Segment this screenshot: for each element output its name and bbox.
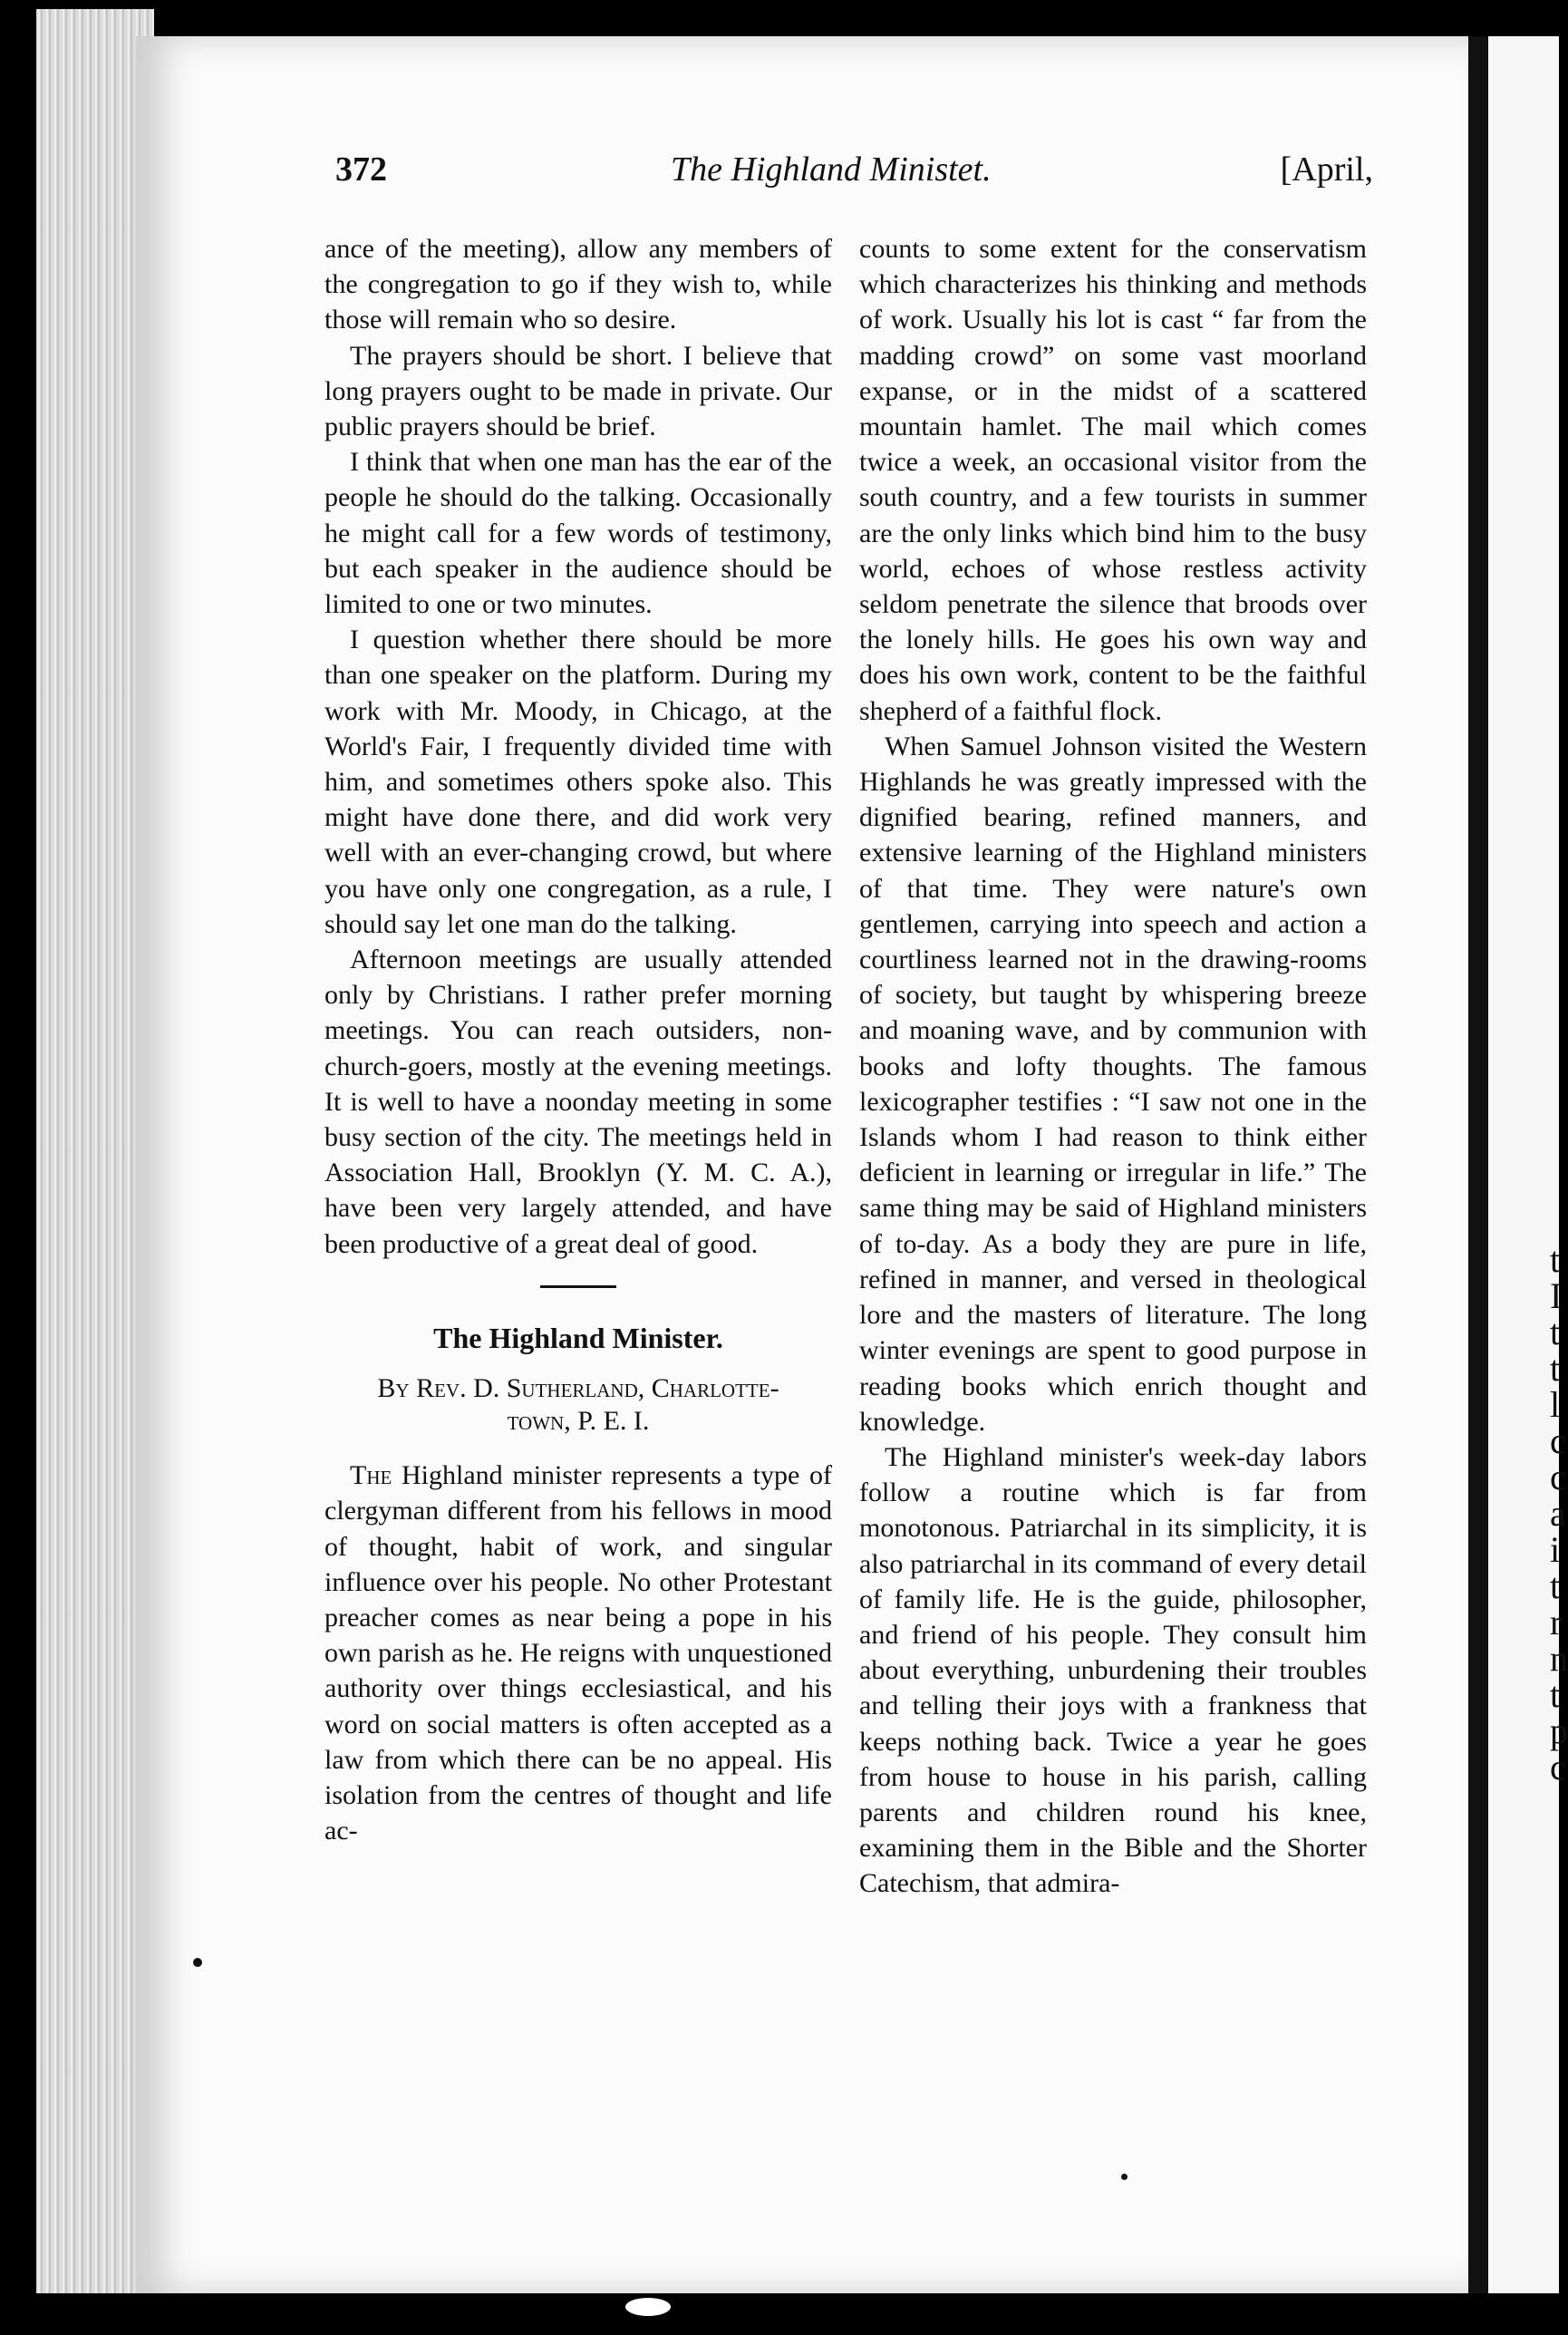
byline-line: By Rev. D. Sutherland, Charlotte- (377, 1373, 779, 1404)
byline-line: town, P. E. I. (507, 1406, 650, 1437)
left-column (324, 231, 832, 1848)
paragraph: When Samuel Johnson visited the Western Highlands he was greatly impressed with the dignified bearing, refined manners, and extensive learning of the Highland ministers of that time. They were nature's own gentlemen, carrying into speech and action a courtliness learned not in the drawing-rooms of society, but taught by whispering breeze and moaning wave, and by communion with books and lofty thoughts. The famous lexicographer testifies : “I saw not one in the Islands whom I had reason to think either deficient in learning or irregular in life.” The same thing may be said of Highland ministers of to-day. As a body they are pure in life, refined in manner, and versed in theological lore and the masters of literature. The long winter evenings are spent to good purpose in reading books which enrich thought and knowledge. (859, 731, 1367, 1437)
paragraph: ance of the meeting), allow any members of the congregation to go if they wish to, while those will remain who so desire. (324, 234, 832, 335)
scan-blot (625, 2298, 671, 2316)
running-month: [April, (1280, 150, 1373, 189)
running-title: The Highland Ministet. (671, 150, 992, 189)
paragraph-text: Highland minister represents a type of clergyman different from his fellows in mood of thought, habit of work, and singular influence over his people. No other Protestant preacher comes as near being a pope in his own parish as he. He reigns with unquestioned authority over things ecclesiastical, and his word on social matters is often accepted as a law from which there can be no appeal. His isolation from the centres of thought and life ac- (324, 1460, 832, 1846)
paragraph: The prayers should be short. I believe that long prayers ought to be made in private. Our public prayers should be brief. (324, 340, 832, 442)
paragraph: Afternoon meetings are usually attended only by Christians. I rather prefer morning meetings. You can reach outsiders, non-church-goers, mostly at the evening meetings. It is well to have a noonday meeting in some busy section of the city. The meetings held in Association Hall, Brooklyn (Y. M. C. A.), have been very largely attended, and have been productive of a great deal of good. (324, 945, 832, 1259)
paragraph (324, 1458, 832, 1848)
facing-page-fragment: t I t t l c c a i t r n t p c (1550, 1239, 1568, 1788)
paragraph: counts to some extent for the conservatism which characterizes his thinking and methods of work. Usually his lot is cast “ far from the madding crowd” on some vast moorland expanse, or in the midst of a scattered mountain hamlet. The mail which comes twice a week, an occasional visitor from the south country, and a few tourists in summer are the only links which bind him to the busy world, echoes of whose restless activity seldom penetrate the silence that broods over the lonely hills. He goes his own way and does his own work, content to be the faithful shepherd of a faithful flock. (859, 234, 1367, 726)
paragraph: I question whether there should be more than one speaker on the platform. During my work with Mr. Moody, in Chicago, at the World's Fair, I frequently divided time with him, and sometimes others spoke also. This might have done there, and did work very well with an ever-changing crowd, but where you have only one congregation, as a rule, I should say let one man do the talking. (324, 625, 832, 939)
print-speck (193, 1958, 202, 1967)
gutter-shadow (1468, 36, 1488, 2293)
section-divider (540, 1285, 616, 1288)
paragraph: I think that when one man has the ear of the people he should do the talking. Occasionally he might call for a few words of testimony, but each speaker in the audience should be limited to one or two minutes. (324, 447, 832, 620)
article-title: The Highland Minister. (433, 1321, 723, 1354)
paragraph: The Highland minister's week-day labors follow a routine which is far from monotonous. Patriarchal in its simplicity, it is also patriarchal in its command of every detail of family life. He is the guide, philosopher, and friend of his people. They consult him about everything, unburdening their troubles and telling their joys with a frankness that keeps nothing back. Twice a year he goes from house to house in his parish, calling parents and children round his knee, examining them in the Bible and the Shorter Catechism, that admira- (859, 1441, 1367, 1899)
right-column (859, 231, 1367, 1902)
print-speck (1121, 2174, 1128, 2180)
running-header (335, 150, 1373, 204)
byline (324, 1372, 832, 1438)
page-number: 372 (335, 150, 387, 189)
drop-lead: The (350, 1460, 392, 1491)
facing-page-strip (1468, 36, 1568, 2293)
